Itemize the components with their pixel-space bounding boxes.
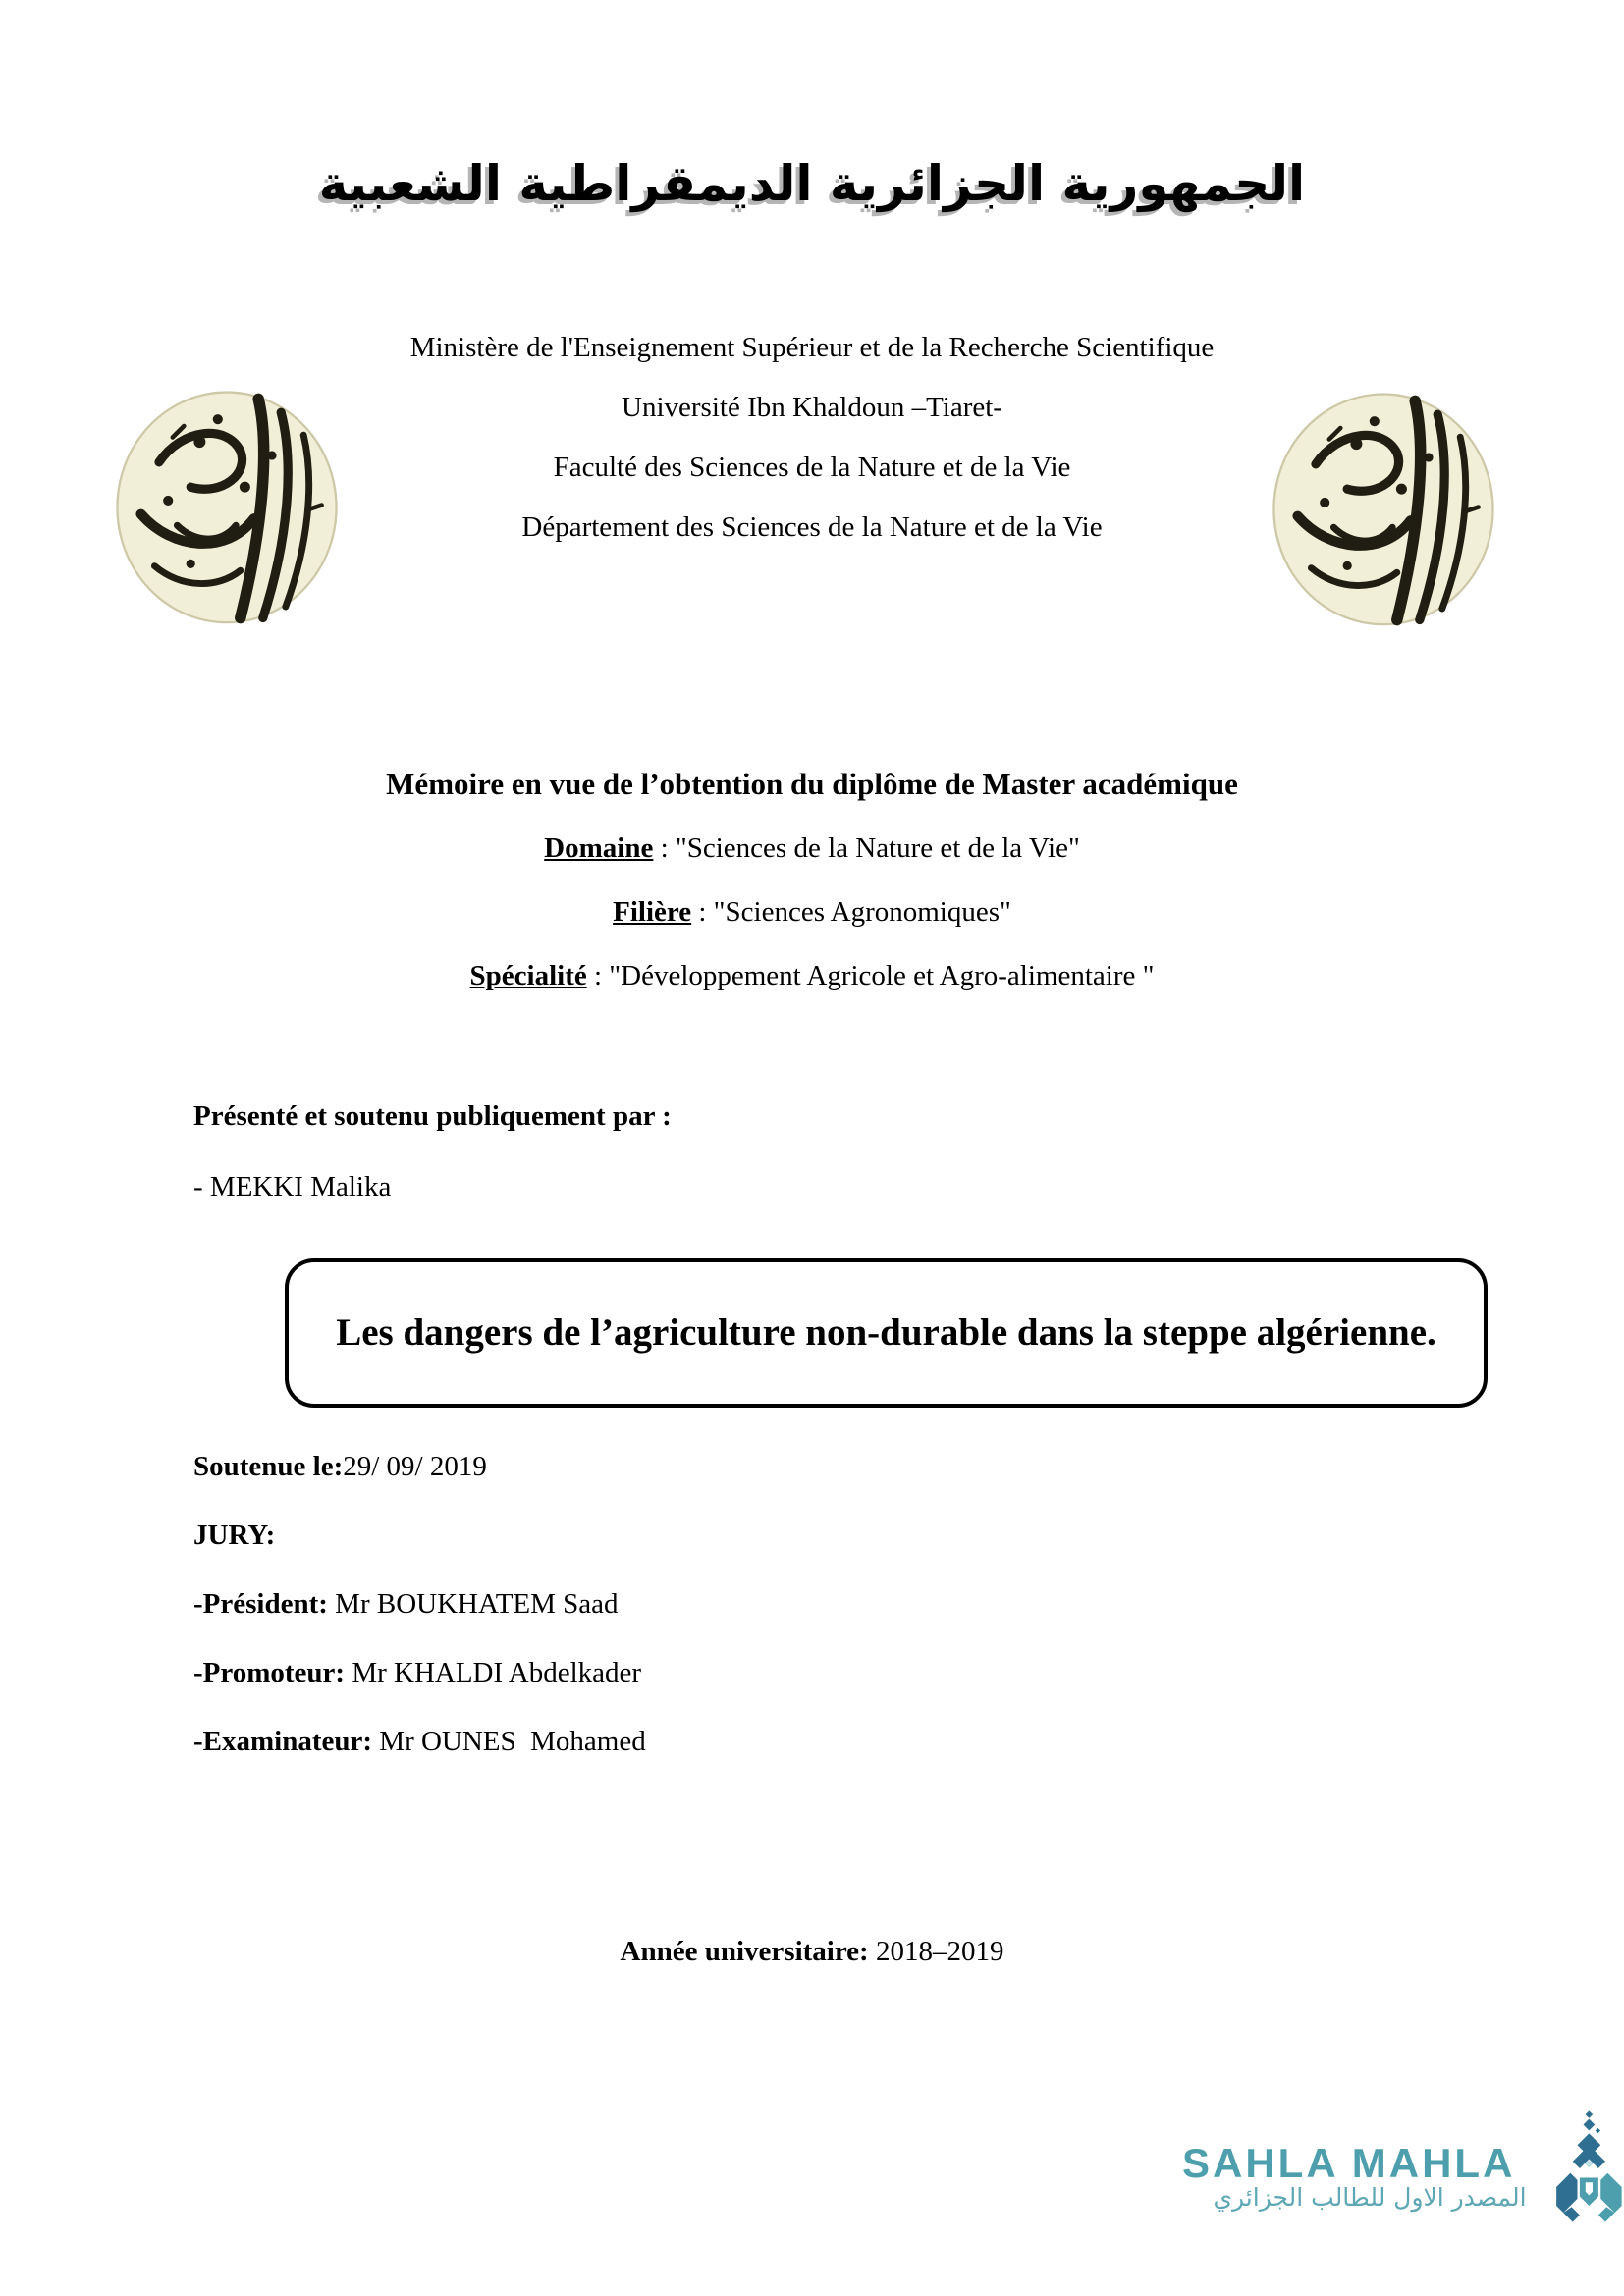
specialite-value: : "Développement Agricole et Agro-alimentaire ": [586, 960, 1155, 991]
jury-promoteur-name: Mr KHALDI Abdelkader: [345, 1657, 642, 1688]
jury-examinateur-name: Mr OUNES Mohamed: [372, 1726, 646, 1757]
filiere-value: : "Sciences Agronomiques": [691, 896, 1011, 928]
presented-by-label: Présenté et soutenu publiquement par :: [193, 1100, 672, 1132]
sahla-mahla-logo-icon: [1549, 2109, 1624, 2228]
thesis-title: Les dangers de l’agriculture non-durable dans la steppe algérienne.: [336, 1310, 1436, 1354]
author-name: - MEKKI Malika: [193, 1171, 392, 1202]
domaine-label: Domaine: [544, 832, 654, 864]
degree-block: [0, 768, 1624, 1023]
jury-president-line: [193, 1588, 646, 1621]
watermark-brand-text: SAHLA MAHLA: [1182, 2140, 1516, 2186]
country-title-arabic: الجمهورية الجزائرية الديمقراطية الشعبية: [318, 155, 1306, 212]
filiere-label: Filière: [613, 896, 692, 928]
watermark-tagline-arabic: المصدر الاول للطالب الجزائري: [1213, 2183, 1527, 2212]
department-line: Département des Sciences de la Nature et de la Vie: [521, 511, 1103, 543]
defense-date-line: [193, 1451, 646, 1483]
defense-block: [193, 1451, 646, 1794]
memoire-line: Mémoire en vue de l’obtention du diplôme de Master académique: [386, 767, 1238, 801]
university-line: Université Ibn Khaldoun –Tiaret-: [622, 392, 1002, 423]
jury-president-name: Mr BOUKHATEM Saad: [327, 1588, 619, 1620]
specialite-line: [0, 959, 1624, 992]
academic-year-label: Année universitaire:: [620, 1936, 869, 1967]
specialite-label: Spécialité: [469, 960, 587, 991]
ministry-line: Ministère de l'Enseignement Supérieur et de la Recherche Scientifique: [409, 332, 1215, 363]
presentation-block: [193, 1099, 672, 1203]
jury-promoteur-role: -Promoteur:: [193, 1657, 346, 1688]
sahla-mahla-watermark: [1174, 2109, 1624, 2246]
jury-president-role: -Président:: [193, 1588, 328, 1620]
thesis-title-box: [285, 1258, 1488, 1408]
university-seal-left-icon: [114, 387, 340, 630]
faculty-line: Faculté des Sciences de la Nature et de la Vie: [553, 452, 1071, 483]
jury-examinateur-role: -Examinateur:: [193, 1726, 373, 1757]
domaine-value: : "Sciences de la Nature et de la Vie": [653, 832, 1080, 864]
defense-date-label: Soutenue le:: [193, 1451, 344, 1482]
filiere-line: [0, 895, 1624, 929]
jury-promoteur-line: [193, 1657, 646, 1689]
domaine-line: [0, 831, 1624, 865]
jury-examinateur-line: [193, 1726, 646, 1758]
university-seal-right-icon: [1271, 389, 1496, 632]
academic-year-line: [0, 1936, 1624, 1968]
defense-date-value: 29/ 09/ 2019: [343, 1451, 487, 1482]
academic-year-value: 2018–2019: [868, 1936, 1004, 1967]
jury-heading: JURY:: [193, 1520, 276, 1551]
